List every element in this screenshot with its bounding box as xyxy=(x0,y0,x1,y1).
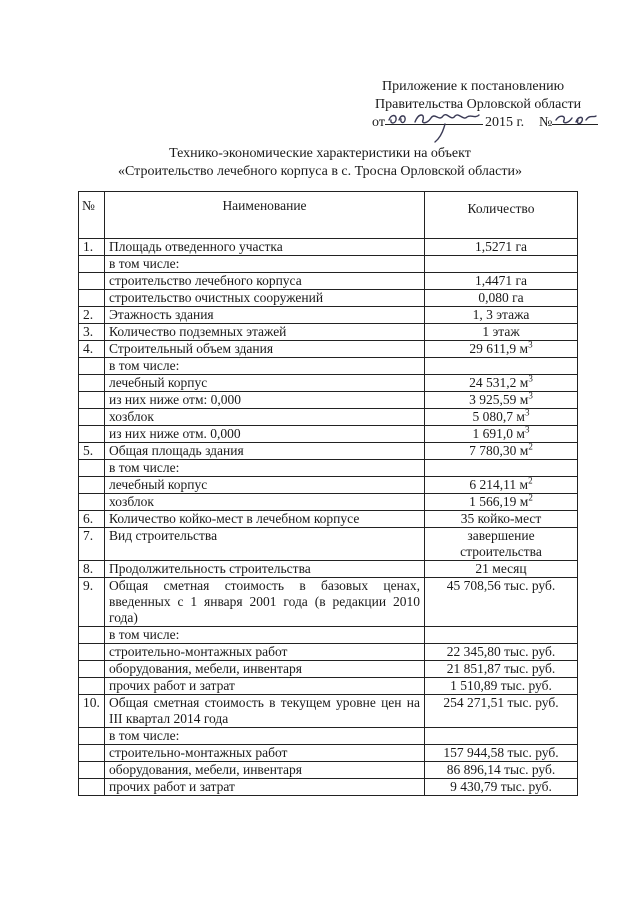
row-quantity xyxy=(425,273,578,290)
row-number xyxy=(79,779,105,796)
row-name: оборудования, мебели, инвентаря xyxy=(105,661,425,678)
table-row xyxy=(79,477,578,494)
row-quantity xyxy=(425,511,578,528)
table-row xyxy=(79,341,578,358)
unit-exponent: 3 xyxy=(528,339,533,350)
row-name: из них ниже отм. 0,000 xyxy=(105,426,425,443)
quantity-value: 29 611,9 м xyxy=(469,341,529,356)
table-row xyxy=(79,561,578,578)
table-row xyxy=(79,358,578,375)
document-title-line-1: Технико-экономические характеристики на объект xyxy=(169,146,471,161)
row-name: Этажность здания xyxy=(105,307,425,324)
quantity-value: 3 925,59 м xyxy=(469,392,529,407)
table-row xyxy=(79,426,578,443)
row-quantity xyxy=(425,341,578,358)
unit-exponent: 3 xyxy=(524,407,530,418)
quantity-value: 21 851,87 тыс. руб. xyxy=(446,661,556,676)
handwritten-number-signature xyxy=(552,110,598,128)
table-row xyxy=(79,695,578,728)
row-number xyxy=(79,627,105,644)
row-number xyxy=(79,358,105,375)
table-row xyxy=(79,409,578,426)
row-name: Общая сметная стоимость в базовых ценах, введенных с 1 января 2001 года (в редакции 2010 года) xyxy=(105,578,425,627)
row-quantity xyxy=(425,728,578,745)
row-quantity xyxy=(425,644,578,661)
table-row xyxy=(79,678,578,695)
quantity-value: 0,080 га xyxy=(478,290,524,305)
row-quantity xyxy=(425,695,578,728)
table-row xyxy=(79,273,578,290)
row-name: Площадь отведенного участка xyxy=(105,239,425,256)
date-year: 2015 г. xyxy=(485,115,525,130)
row-number xyxy=(79,661,105,678)
row-quantity xyxy=(425,745,578,762)
row-number xyxy=(79,392,105,409)
number-label: № xyxy=(539,115,553,130)
quantity-value: 1 566,19 м xyxy=(469,494,529,509)
row-name: лечебный корпус xyxy=(105,375,425,392)
row-number xyxy=(79,644,105,661)
unit-exponent: 3 xyxy=(528,373,533,384)
table-row xyxy=(79,644,578,661)
table-header-row xyxy=(79,192,578,239)
quantity-value: 1 510,89 тыс. руб. xyxy=(450,678,552,693)
row-number: 5. xyxy=(79,443,105,460)
unit-exponent: 3 xyxy=(524,424,530,435)
row-number xyxy=(79,290,105,307)
quantity-value: 1, 3 этажа xyxy=(472,307,530,322)
row-name: строительно-монтажных работ xyxy=(105,644,425,661)
row-quantity xyxy=(425,358,578,375)
row-number xyxy=(79,762,105,779)
quantity-value: 254 271,51 тыс. руб. xyxy=(443,695,559,710)
quantity-value: 1 этаж xyxy=(482,324,520,339)
quantity-value: 22 345,80 тыс. руб. xyxy=(446,644,556,659)
table-row xyxy=(79,762,578,779)
table-row xyxy=(79,460,578,477)
table-row xyxy=(79,728,578,745)
row-number xyxy=(79,273,105,290)
unit-exponent: 2 xyxy=(528,492,533,503)
table-row xyxy=(79,392,578,409)
row-quantity xyxy=(425,477,578,494)
row-quantity xyxy=(425,307,578,324)
row-name: Количество койко-мест в лечебном корпусе xyxy=(105,511,425,528)
row-name: в том числе: xyxy=(105,358,425,375)
quantity-value: 7 780,30 м xyxy=(469,443,529,458)
header-quantity: Количество xyxy=(425,192,578,239)
quantity-value: 9 430,79 тыс. руб. xyxy=(450,779,552,794)
table-row xyxy=(79,578,578,627)
quantity-value: завершение строительства xyxy=(460,528,542,559)
table-row xyxy=(79,443,578,460)
quantity-value: 45 708,56 тыс. руб. xyxy=(446,578,556,593)
table-row xyxy=(79,745,578,762)
row-number xyxy=(79,256,105,273)
row-name: прочих работ и затрат xyxy=(105,779,425,796)
row-quantity xyxy=(425,762,578,779)
table-row xyxy=(79,307,578,324)
row-quantity xyxy=(425,627,578,644)
row-quantity xyxy=(425,256,578,273)
table-row xyxy=(79,256,578,273)
table-row xyxy=(79,661,578,678)
row-number: 4. xyxy=(79,341,105,358)
row-quantity xyxy=(425,409,578,426)
row-quantity xyxy=(425,375,578,392)
quantity-value: 86 896,14 тыс. руб. xyxy=(446,762,556,777)
row-quantity xyxy=(425,661,578,678)
table-row xyxy=(79,627,578,644)
table-row xyxy=(79,324,578,341)
row-number: 1. xyxy=(79,239,105,256)
row-number xyxy=(79,477,105,494)
row-number: 6. xyxy=(79,511,105,528)
row-name: в том числе: xyxy=(105,728,425,745)
row-name: из них ниже отм: 0,000 xyxy=(105,392,425,409)
handwritten-date-signature xyxy=(385,108,485,144)
quantity-value: 24 531,2 м xyxy=(469,375,529,390)
unit-exponent: 2 xyxy=(528,475,533,486)
row-quantity xyxy=(425,494,578,511)
row-quantity xyxy=(425,392,578,409)
quantity-value: 157 944,58 тыс. руб. xyxy=(443,745,559,760)
row-name: Общая сметная стоимость в текущем уровне цен на III квартал 2014 года xyxy=(105,695,425,728)
row-name: хозблок xyxy=(105,409,425,426)
specifications-table xyxy=(78,191,578,796)
row-name: в том числе: xyxy=(105,460,425,477)
row-name: строительство лечебного корпуса xyxy=(105,273,425,290)
row-number xyxy=(79,745,105,762)
appendix-line-2: Правительства Орловской области xyxy=(375,97,582,112)
row-name: прочих работ и затрат xyxy=(105,678,425,695)
table-row xyxy=(79,290,578,307)
row-quantity xyxy=(425,290,578,307)
row-name: Строительный объем здания xyxy=(105,341,425,358)
quantity-value: 5 080,7 м xyxy=(472,409,525,424)
row-name: Продолжительность строительства xyxy=(105,561,425,578)
row-name: Общая площадь здания xyxy=(105,443,425,460)
row-quantity xyxy=(425,779,578,796)
row-number xyxy=(79,409,105,426)
row-number xyxy=(79,728,105,745)
quantity-value: 1,4471 га xyxy=(474,273,528,288)
unit-exponent: 2 xyxy=(528,441,533,452)
row-quantity xyxy=(425,528,578,561)
row-name: лечебный корпус xyxy=(105,477,425,494)
quantity-value: 1 691,0 м xyxy=(472,426,525,441)
quantity-value: 6 214,11 м xyxy=(469,477,529,492)
table-row xyxy=(79,779,578,796)
appendix-line-1: Приложение к постановлению xyxy=(382,79,565,94)
row-name: хозблок xyxy=(105,494,425,511)
row-name: оборудования, мебели, инвентаря xyxy=(105,762,425,779)
row-number xyxy=(79,426,105,443)
row-number: 3. xyxy=(79,324,105,341)
header-name: Наименование xyxy=(105,192,425,239)
row-quantity xyxy=(425,578,578,627)
unit-exponent: 3 xyxy=(528,390,533,401)
document-title-line-2: «Строительство лечебного корпуса в с. Тросна Орловской области» xyxy=(118,164,522,179)
quantity-value: 35 койко-мест xyxy=(460,511,542,526)
row-number xyxy=(79,494,105,511)
table-row xyxy=(79,494,578,511)
row-quantity xyxy=(425,460,578,477)
row-number: 9. xyxy=(79,578,105,627)
row-number: 7. xyxy=(79,528,105,561)
table-row xyxy=(79,528,578,561)
row-number: 2. xyxy=(79,307,105,324)
row-name: Вид строительства xyxy=(105,528,425,561)
row-number: 8. xyxy=(79,561,105,578)
table-row xyxy=(79,511,578,528)
date-prefix: от xyxy=(372,115,385,130)
row-number: 10. xyxy=(79,695,105,728)
table-row xyxy=(79,375,578,392)
row-name: в том числе: xyxy=(105,256,425,273)
row-quantity xyxy=(425,678,578,695)
row-number xyxy=(79,678,105,695)
row-name: Количество подземных этажей xyxy=(105,324,425,341)
row-number xyxy=(79,375,105,392)
row-quantity xyxy=(425,426,578,443)
row-quantity xyxy=(425,561,578,578)
row-name: строительство очистных сооружений xyxy=(105,290,425,307)
quantity-value: 21 месяц xyxy=(475,561,527,576)
row-number xyxy=(79,460,105,477)
quantity-value: 1,5271 га xyxy=(474,239,528,254)
row-quantity xyxy=(425,443,578,460)
table-row xyxy=(79,239,578,256)
header-number: № xyxy=(79,192,105,239)
row-name: строительно-монтажных работ xyxy=(105,745,425,762)
row-quantity xyxy=(425,239,578,256)
table-body xyxy=(79,239,578,796)
row-name: в том числе: xyxy=(105,627,425,644)
row-quantity xyxy=(425,324,578,341)
